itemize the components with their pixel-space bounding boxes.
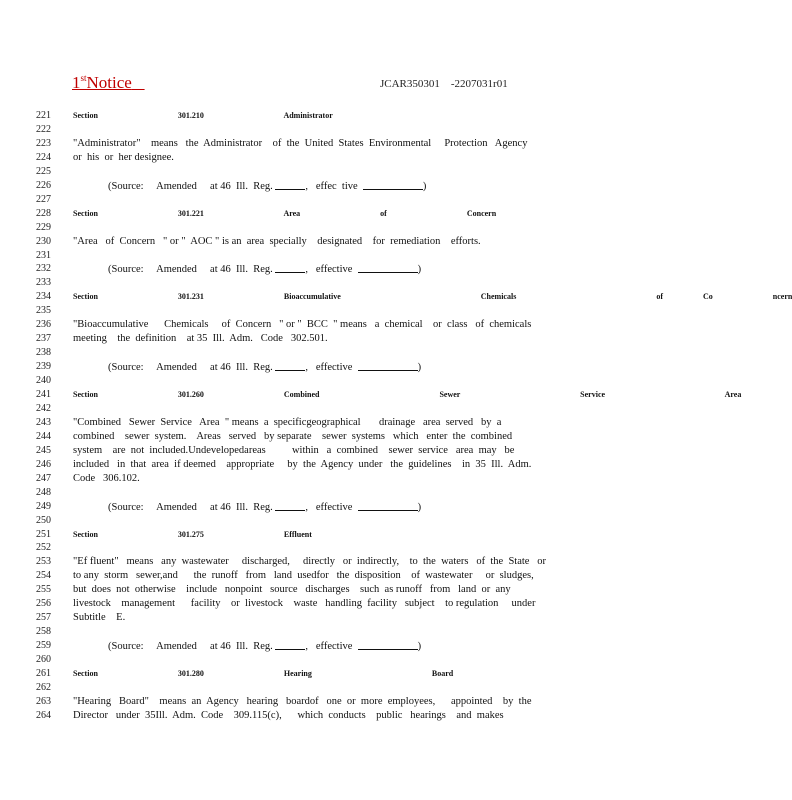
line-number: 246 [36,458,51,470]
line-number: 254 [36,570,51,582]
section-heading: Section 301.210 Administrator [73,111,333,120]
effective-date-blank [363,180,423,190]
body-text-line: included in that area if deemed appropriate by the Agency under the guidelines in 35 Ill. Adm. [73,458,532,470]
body-text-line: "Area of Concern " or " AOC " is an area specially designated for remediation efforts. [73,235,481,247]
section-heading: Section 301.260 Combined Sewer Service Area [73,390,742,399]
line-number: 237 [36,333,51,345]
effective-date-blank [358,263,418,273]
line-number: 257 [36,612,51,624]
line-number: 250 [36,514,51,526]
body-text-line: Director under 35Ill. Adm. Code 309.115(c), which conducts public hearings and makes [73,709,504,721]
line-number: 258 [36,626,51,638]
jcar-code: JCAR350301 -2207031r01 [380,78,508,90]
line-number: 236 [36,319,51,331]
line-number: 244 [36,430,51,442]
line-number: 243 [36,416,51,428]
line-number: 249 [36,500,51,512]
register-page-blank [275,263,305,273]
effective-date-blank [358,501,418,511]
line-number: 252 [36,542,51,554]
line-number: 225 [36,165,51,177]
effective-date-blank [358,361,418,371]
register-page-blank [275,361,305,371]
source-note: (Source: Amended at 46 Ill. Reg. , effective ) [108,641,422,653]
body-text-line: Code 306.102. [73,472,140,484]
body-text-line: or his or her designee. [73,151,174,163]
line-number: 242 [36,402,51,414]
line-number: 264 [36,709,51,721]
section-heading: Section 301.231 Bioaccumulative Chemicals of Co ncern [73,292,792,302]
body-text-line: "Ef fluent" means any wastewater discharged, directly or indirectly, to the waters of the State or [73,556,547,568]
line-number: 232 [36,263,51,275]
source-note: (Source: Amended at 46 Ill. Reg. , effective ) [108,362,422,374]
body-text-line: but does not otherwise include nonpoint source discharges such as runoff from land or any [73,584,511,596]
notice-title: 1stNotice [72,73,132,92]
register-page-blank [275,180,305,190]
line-number: 234 [36,291,51,303]
body-text-line: "Combined Sewer Service Area " means a specificgeographical drainage area served by a [73,416,502,428]
body-text-line: combined sewer system. Areas served by separate sewer systems which enter the combined [73,430,513,442]
line-number: 260 [36,654,51,666]
body-text-line: "Bioaccumulative Chemicals of Concern " or " BCC " means a chemical or class of chemicals [73,319,532,331]
line-number: 235 [36,305,51,317]
line-number: 241 [36,389,51,400]
line-number: 229 [36,221,51,233]
line-number: 259 [36,640,51,652]
line-number: 221 [36,110,51,121]
line-number: 238 [36,347,51,359]
line-number: 255 [36,584,51,596]
line-number: 222 [36,123,51,135]
line-number: 256 [36,598,51,610]
line-number: 226 [36,179,51,191]
effective-date-blank [358,640,418,650]
source-note: (Source: Amended at 46 Ill. Reg. , effective ) [108,501,422,513]
section-heading: Section 301.280 Hearing Board [73,669,454,678]
register-page-blank [275,640,305,650]
line-number: 224 [36,151,51,163]
line-number: 230 [36,235,51,247]
line-number: 262 [36,681,51,693]
line-number: 240 [36,375,51,387]
source-note: (Source: Amended at 46 Ill. Reg. , effective ) [108,264,422,276]
line-number: 227 [36,193,51,205]
line-number: 261 [36,668,51,679]
line-number: 248 [36,486,51,498]
section-heading: Section 301.221 Area of Concern [73,208,497,218]
line-number: 247 [36,472,51,484]
source-note: (Source: Amended at 46 Ill. Reg. , effec tive ) [108,180,427,192]
register-page-blank [275,501,305,511]
body-text-line: "Hearing Board" means an Agency hearing boardof one or more employees, appointed by the [73,695,532,707]
body-text-line: "Administrator" means the Administrator of the United States Environmental Protection Agency [73,137,528,149]
body-text-line: meeting the definition at 35 Ill. Adm. Code 302.501. [73,333,328,345]
body-text-line: livestock management facility or livestock waste handling facility subject to regulation under [73,598,536,610]
line-number: 228 [36,207,51,219]
line-number: 239 [36,361,51,373]
line-number: 223 [36,137,51,149]
section-heading: Section 301.275 Effluent [73,529,312,539]
body-text-line: system are not included.Undevelopedareas within a combined sewer service area may be [73,444,515,456]
line-number: 231 [36,249,51,261]
line-number: 245 [36,444,51,456]
body-text-line: to any storm sewer,and the runoff from land usedfor the disposition of wastewater or sludges, [73,570,534,582]
line-number: 263 [36,695,51,707]
body-text-line: Subtitle E. [73,612,126,624]
line-number: 251 [36,528,51,540]
line-number: 233 [36,277,51,289]
line-number: 253 [36,556,51,568]
